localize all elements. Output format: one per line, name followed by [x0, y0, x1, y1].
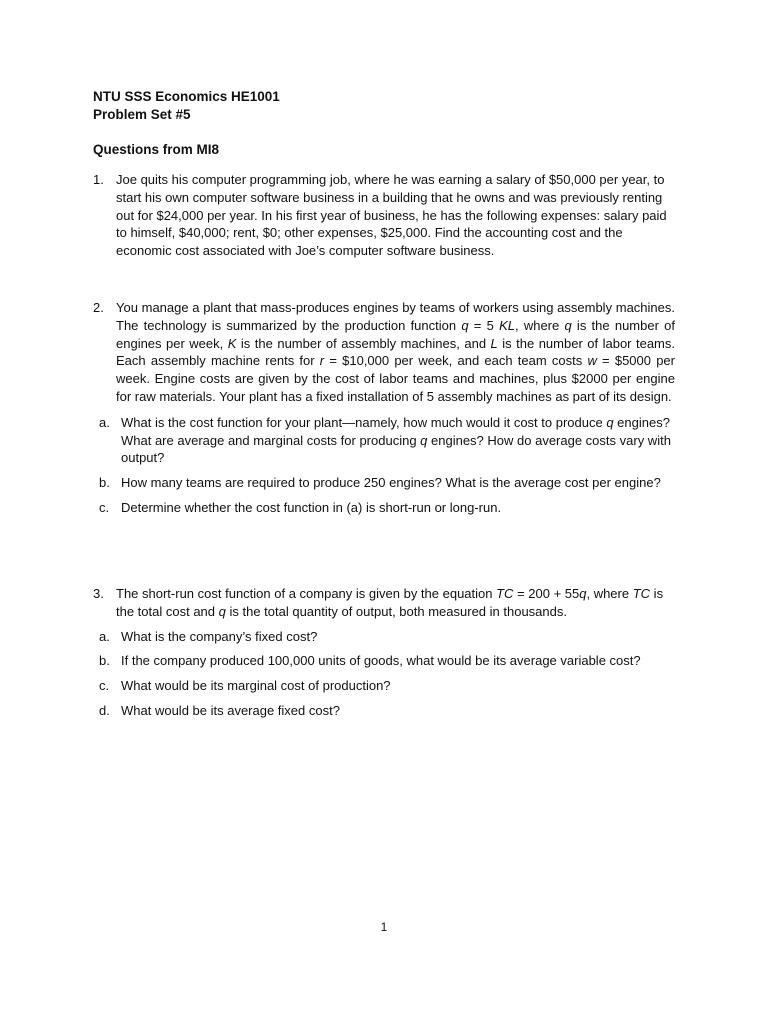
sub-question-text: What would be its marginal cost of production? — [121, 678, 391, 694]
question-text: Joe quits his computer programming job, where he was earning a salary of $50,000 per year, to start his own computer software business in a building that he owns and was previously renting out for $24,000 per year. In his first year of business, he has the following expenses: salary paid to himself, $40,000; rent, $0; other expenses, $25,000. Find the accounting cost and the economic cost associated with Joe’s computer software business. — [116, 172, 667, 259]
sub-question-2a: a. What is the cost function for your plant—namely, how much would it cost to produce q engines? What are average and marginal costs for producing q engines? How do average costs vary with output? — [121, 414, 675, 467]
question-text: You manage a plant that mass-produces engines by teams of workers using assembly machines. The technology is summarized by the production function q = 5 KL, where q is the number of engines per week, K is the number of assembly machines, and L is the number of labor teams. Each assembly machine rents for r = $10,000 per week, and each team costs w = $5000 per week. Engine costs are given by the cost of labor teams and machines, plus $2000 per engine for raw materials. Your plant has a fixed installation of 5 assembly machines as part of its design. — [116, 300, 675, 404]
question-3 — [93, 585, 675, 720]
sub-question-3d: d. What would be its average fixed cost? — [121, 702, 675, 720]
sub-question-text: If the company produced 100,000 units of goods, what would be its average variable cost? — [121, 653, 641, 669]
sub-question-text: What is the cost function for your plant—namely, how much would it cost to produce q engines? What are average and marginal costs for producing q engines? How do average costs vary with output? — [121, 414, 671, 466]
question-number: 3. — [93, 586, 104, 601]
sub-question-text: Determine whether the cost function in (a) is short-run or long-run. — [121, 499, 502, 515]
sub-question-text: What would be its average fixed cost? — [121, 702, 340, 718]
page-number: 1 — [380, 920, 388, 934]
sub-question-3a: a. What is the company’s fixed cost? — [121, 628, 675, 646]
sub-question-2b: b. How many teams are required to produce 250 engines? What is the average cost per engine? — [121, 474, 675, 492]
sub-question-text: How many teams are required to produce 250 engines? What is the average cost per engine? — [121, 475, 661, 491]
question-2 — [93, 299, 675, 517]
document-header — [93, 88, 280, 123]
question-number: 2. — [93, 300, 104, 315]
problem-set-title: Problem Set #5 — [93, 106, 191, 122]
sub-question-3c: c. What would be its marginal cost of production? — [121, 677, 675, 695]
question-number: 1. — [93, 172, 104, 187]
sub-question-3b: b. If the company produced 100,000 units of goods, what would be its average variable cost? — [121, 652, 675, 670]
course-title: NTU SSS Economics HE1001 — [93, 89, 280, 104]
sub-question-2c: c. Determine whether the cost function in (a) is short-run or long-run. — [121, 499, 675, 517]
question-1 — [93, 171, 675, 260]
sub-question-text: What is the company’s fixed cost? — [121, 628, 318, 644]
section-title: Questions from MI8 — [93, 142, 220, 157]
question-text: The short-run cost function of a company is given by the equation TC = 200 + 55q, where TC is the total cost and q is the total quantity of output, both measured in thousands. — [116, 586, 664, 619]
